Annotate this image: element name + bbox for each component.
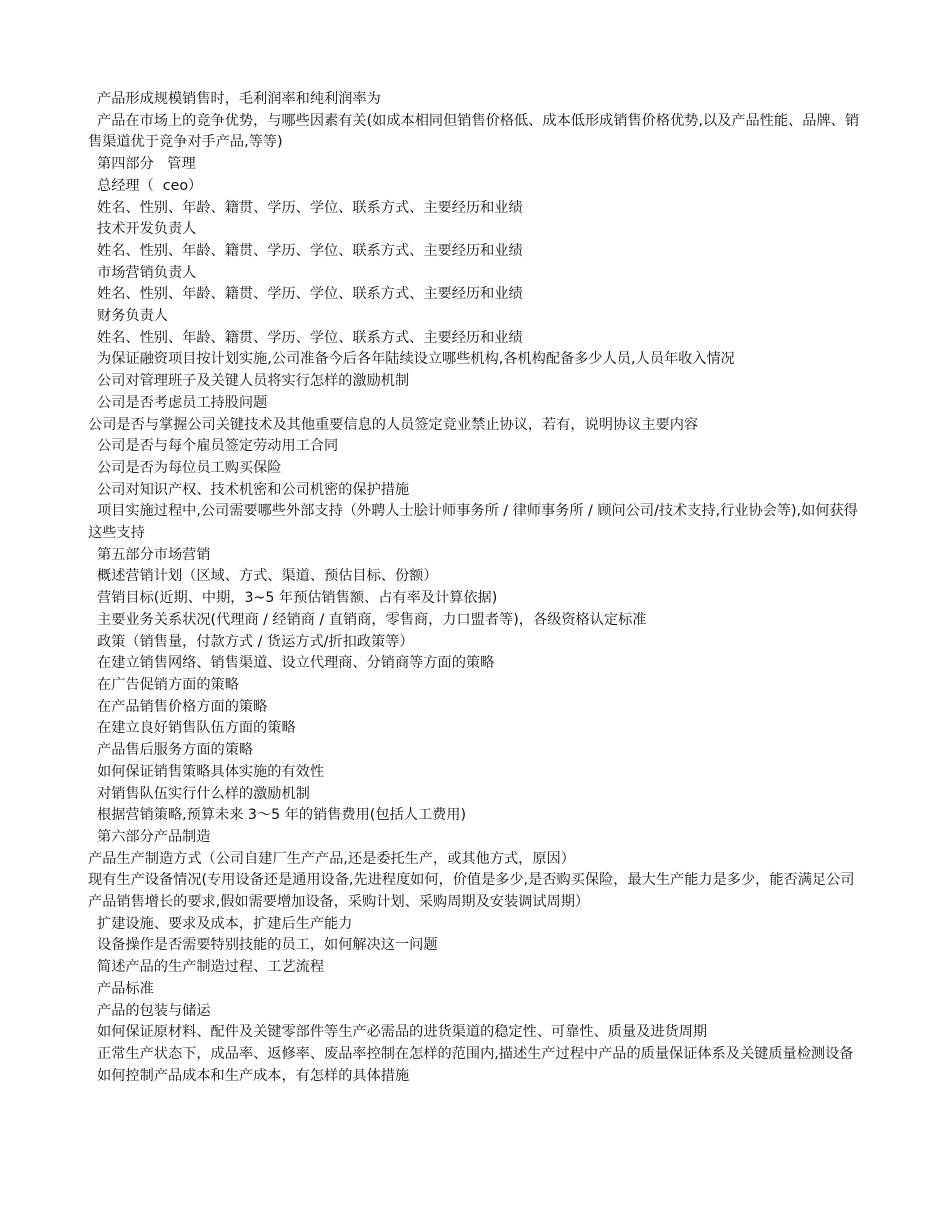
text-line: 公司是否为每位员工购买保险 [88, 459, 282, 476]
text-line: 技术开发负责人 [88, 221, 197, 238]
text-line: 姓名、性别、年龄、籍贯、学历、学位、联系方式、主要经历和业绩 [88, 286, 523, 303]
text-line: 公司是否与掌握公司关键技术及其他重要信息的人员签定竞业禁止协议，若有，说明协议主要内容 [88, 416, 699, 433]
text-line: 总经理（ ceo） [88, 177, 203, 194]
text-line: 简述产品的生产制造过程、工艺流程 [88, 959, 325, 976]
text-line: 姓名、性别、年龄、籍贯、学历、学位、联系方式、主要经历和业绩 [88, 199, 523, 216]
text-line: 姓名、性别、年龄、籍贯、学历、学位、联系方式、主要经历和业绩 [88, 329, 523, 346]
text-line: 扩建设施、要求及成本，扩建后生产能力 [88, 915, 353, 932]
text-line: 如何保证原材料、配件及关键零部件等生产必需品的进货渠道的稳定性、可靠性、质量及进货周期 [88, 1024, 708, 1041]
section-heading: 第五部分市场营销 [88, 546, 211, 563]
text-line: 政策（销售量，付款方式 / 货运方式/折扣政策等） [88, 633, 414, 650]
text-line: 产品标准 [88, 980, 154, 997]
text-line: 产品售后服务方面的策略 [88, 742, 254, 759]
text-line: 为保证融资项目按计划实施,公司准备今后各年陆续设立哪些机构,各机构配备多少人员,人员年收入情况 [88, 351, 735, 368]
text-line: 公司对知识产权、技术机密和公司机密的保护措施 [88, 481, 410, 498]
text-line: 公司是否与每个雇员签定劳动用工合同 [88, 438, 339, 455]
text-line: 设备操作是否需要特别技能的员工，如何解决这一问题 [88, 937, 438, 954]
text-line: 正常生产状态下，成品率、返修率、废品率控制在怎样的范围内,描述生产过程中产品的质量保证体系及关键质量检测设备 [88, 1045, 854, 1062]
text-line: 概述营销计划（区域、方式、渠道、预估目标、份额） [88, 568, 438, 585]
text-line: 公司对管理班子及关键人员将实行怎样的激励机制 [88, 373, 410, 390]
text-line: 姓名、性别、年龄、籍贯、学历、学位、联系方式、主要经历和业绩 [88, 242, 523, 259]
text-line: 现有生产设备情况(专用设备还是通用设备,先进程度如何，价值是多少,是否购买保险，最大生产能力是多少，能否满足公司产品销售增长的要求,假如需要增加设备，采购计划、采购周期及安装调试周期） [88, 872, 855, 911]
text-line: 在建立销售网络、销售渠道、设立代理商、分销商等方面的策略 [88, 655, 495, 672]
text-line: 营销目标(近期、中期，3~5 年预估销售额、占有率及计算依据) [88, 590, 498, 607]
text-line: 财务负责人 [88, 308, 168, 325]
text-line: 公司是否考虑员工持股问题 [88, 394, 268, 411]
text-line: 如何保证销售策略具体实施的有效性 [88, 763, 325, 780]
document-body [88, 89, 863, 1087]
text-line: 如何控制产品成本和生产成本，有怎样的具体措施 [88, 1067, 410, 1084]
text-line: 在建立良好销售队伍方面的策略 [88, 720, 296, 737]
text-line: 对销售队伍实行什么样的激励机制 [88, 785, 310, 802]
text-line: 产品形成规模销售时，毛利润率和纯利润率为 [88, 91, 381, 107]
text-line: 产品生产制造方式（公司自建厂生产产品,还是委托生产，或其他方式，原因） [88, 850, 575, 867]
text-line: 在广告促销方面的策略 [88, 676, 239, 693]
text-line: 在产品销售价格方面的策略 [88, 698, 268, 715]
text-line: 主要业务关系状况(代理商 / 经销商 / 直销商，零售商，力口盟者等)，各级资格认定标准 [88, 611, 647, 628]
text-line: 项目实施过程中,公司需要哪些外部支持（外聘人士脍计师事务所 / 律师事务所 / 顾问公司/技术支持,行业协会等),如何获得这些支持 [88, 503, 858, 542]
text-line: 根据营销策略,预算未来 3～5 年的销售费用(包括人工费用) [88, 807, 466, 824]
text-line: 产品在市场上的竞争优势，与哪些因素有关(如成本相同但销售价格低、成本低形成销售价格优势,以及产品性能、品牌、销售渠道优于竞争对手产品,等等) [88, 112, 860, 151]
text-line: 产品的包装与储运 [88, 1002, 211, 1019]
text-line: 市场营销负责人 [88, 264, 197, 281]
section-heading: 第六部分产品制造 [88, 828, 211, 845]
section-heading: 第四部分 管理 [88, 156, 196, 173]
